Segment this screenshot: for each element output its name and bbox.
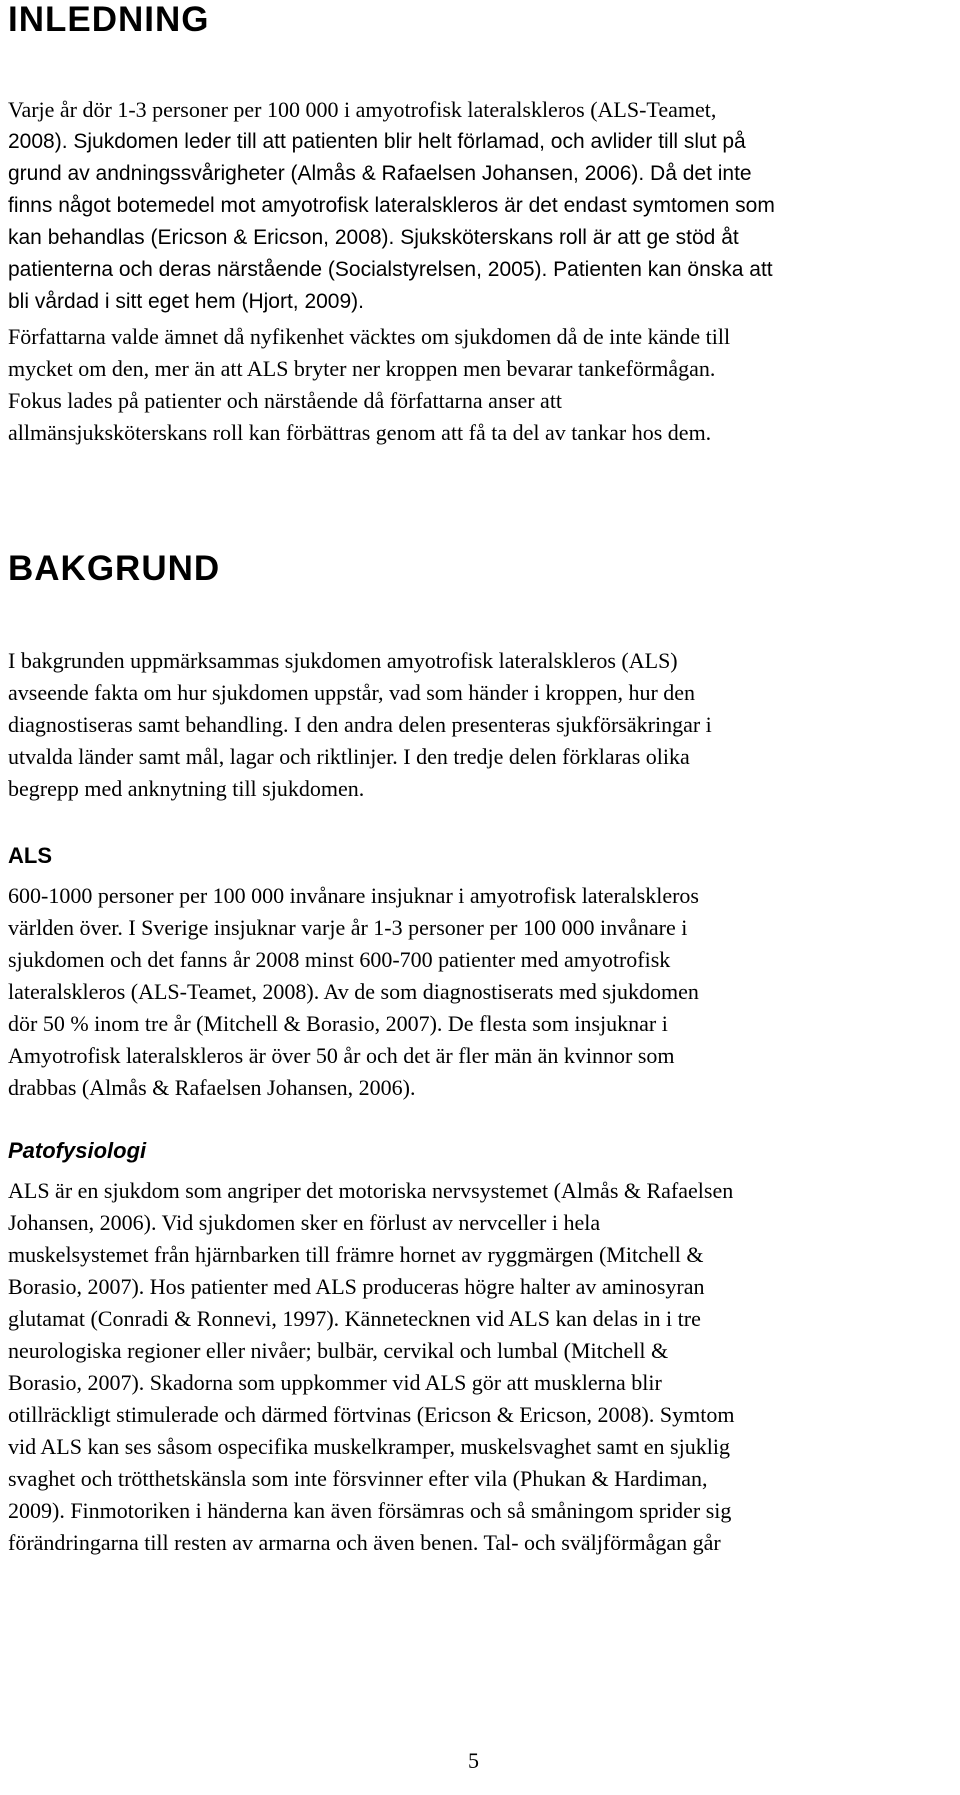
heading-patofysiologi: Patofysiologi xyxy=(8,1138,147,1163)
text-line: 600-1000 personer per 100 000 invånare insjuknar i amyotrofisk lateralskleros xyxy=(8,883,699,908)
text-line: avseende fakta om hur sjukdomen uppstår, vad som händer i kroppen, hur den xyxy=(8,680,696,705)
text-line: neurologiska regioner eller nivåer; bulbär, cervikal och lumbal (Mitchell & xyxy=(8,1338,669,1363)
paragraph-inledning-1 xyxy=(8,94,943,318)
text-line: vid ALS kan ses såsom ospecifika muskelkramper, muskelsvaghet samt en sjuklig xyxy=(8,1434,730,1459)
text-line: 2009). Finmotoriken i händerna kan även försämras och så småningom sprider sig xyxy=(8,1498,732,1523)
text-line: Amyotrofisk lateralskleros är över 50 år och det är fler män än kvinnor som xyxy=(8,1043,675,1068)
text-line: Fokus lades på patienter och närstående då författarna anser att xyxy=(8,388,563,413)
text-line: Varje år dör 1-3 personer per 100 000 i amyotrofisk lateralskleros (ALS-Teamet, xyxy=(8,97,717,122)
text-line: svaghet och trötthetskänsla som inte försvinner efter vila (Phukan & Hardiman, xyxy=(8,1466,708,1491)
text-line: lateralskleros (ALS-Teamet, 2008). Av de som diagnostiserats med sjukdomen xyxy=(8,979,699,1004)
text-line: I bakgrunden uppmärksammas sjukdomen amyotrofisk lateralskleros (ALS) xyxy=(8,648,678,673)
text-line: Författarna valde ämnet då nyfikenhet väcktes om sjukdomen då de inte kände till xyxy=(8,324,731,349)
paragraph-als xyxy=(8,880,943,1104)
text-line: allmänsjuksköterskans roll kan förbättras genom att få ta del av tankar hos dem. xyxy=(8,420,712,445)
text-line: utvalda länder samt mål, lagar och riktlinjer. I den tredje delen förklaras olika xyxy=(8,744,690,769)
page-number: 5 xyxy=(468,1748,479,1773)
text-line: otillräckligt stimulerade och därmed förtvinas (Ericson & Ericson, 2008). Symtom xyxy=(8,1402,735,1427)
text-line: 2008). Sjukdomen leder till att patienten blir helt förlamad, och avlider till slut på xyxy=(8,130,746,153)
text-line: världen över. I Sverige insjuknar varje år 1-3 personer per 100 000 invånare i xyxy=(8,915,688,940)
text-line: glutamat (Conradi & Ronnevi, 1997). Kännetecknen vid ALS kan delas in i tre xyxy=(8,1306,701,1331)
text-line: ALS är en sjukdom som angriper det motoriska nervsystemet (Almås & Rafaelsen xyxy=(8,1178,734,1203)
text-line: kan behandlas (Ericson & Ericson, 2008). Sjuksköterskans roll är att ge stöd åt xyxy=(8,226,739,249)
text-line: Borasio, 2007). Skadorna som uppkommer vid ALS gör att musklerna blir xyxy=(8,1370,662,1395)
text-line: begrepp med anknytning till sjukdomen. xyxy=(8,776,365,801)
text-line: sjukdomen och det fanns år 2008 minst 600-700 patienter med amyotrofisk xyxy=(8,947,671,972)
text-line: finns något botemedel mot amyotrofisk lateralskleros är det endast symtomen som xyxy=(8,194,775,217)
heading-inledning: INLEDNING xyxy=(8,0,210,39)
paragraph-bakgrund xyxy=(8,645,943,805)
text-line: Borasio, 2007). Hos patienter med ALS produceras högre halter av aminosyran xyxy=(8,1274,705,1299)
text-line: grund av andningssvårigheter (Almås & Rafaelsen Johansen, 2006). Då det inte xyxy=(8,162,752,185)
text-line: drabbas (Almås & Rafaelsen Johansen, 2006). xyxy=(8,1075,416,1100)
text-line: muskelsystemet från hjärnbarken till främre hornet av ryggmärgen (Mitchell & xyxy=(8,1242,704,1267)
text-line: Johansen, 2006). Vid sjukdomen sker en förlust av nervceller i hela xyxy=(8,1210,601,1235)
paragraph-inledning-2 xyxy=(8,321,943,449)
text-line: dör 50 % inom tre år (Mitchell & Borasio, 2007). De flesta som insjuknar i xyxy=(8,1011,668,1036)
heading-bakgrund: BAKGRUND xyxy=(8,549,221,588)
heading-als: ALS xyxy=(8,843,52,868)
text-line: förändringarna till resten av armarna och även benen. Tal- och sväljförmågan går xyxy=(8,1530,721,1555)
text-line: diagnostiseras samt behandling. I den andra delen presenteras sjukförsäkringar i xyxy=(8,712,712,737)
text-line: patienterna och deras närstående (Socialstyrelsen, 2005). Patienten kan önska att xyxy=(8,258,773,281)
text-line: bli vårdad i sitt eget hem (Hjort, 2009). xyxy=(8,290,364,313)
paragraph-patofysiologi xyxy=(8,1175,943,1559)
text-line: mycket om den, mer än att ALS bryter ner kroppen men bevarar tankeförmågan. xyxy=(8,356,716,381)
